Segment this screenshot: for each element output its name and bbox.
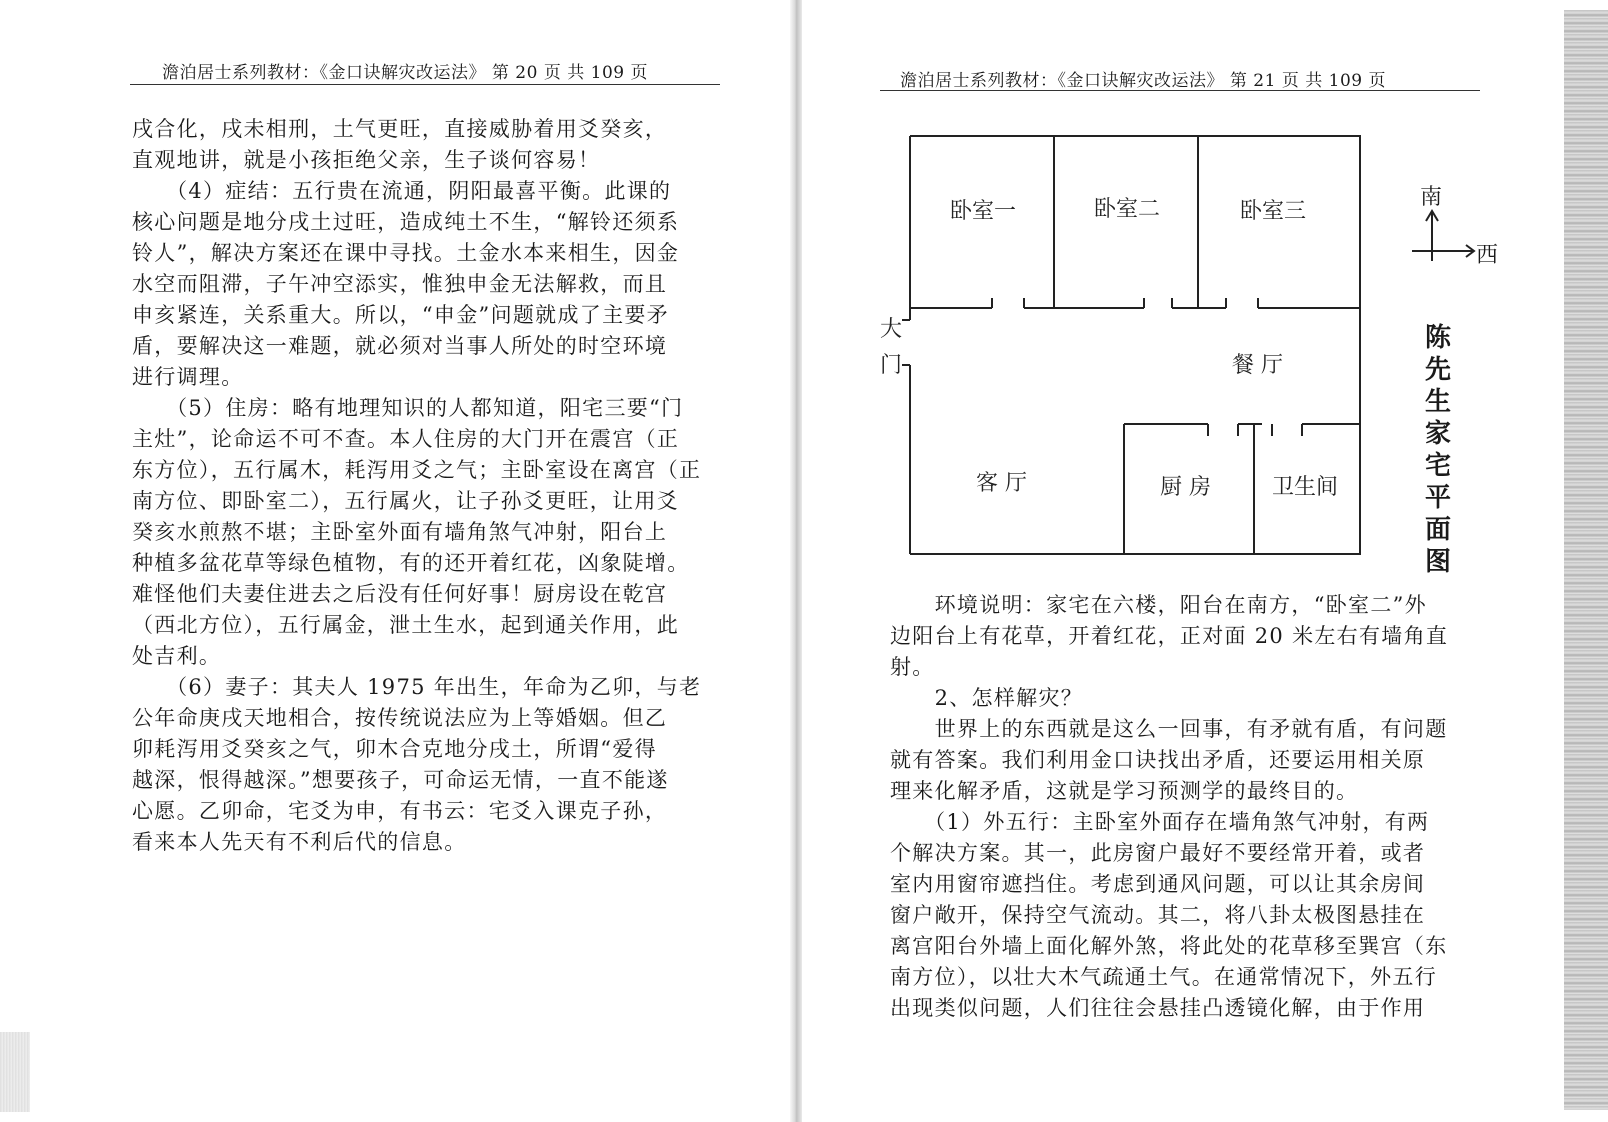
text-line: 东方位），五行属木，耗泻用爻之气；主卧室设在离宫（正 [132,458,702,482]
text-line: 盾，要解决这一难题，就必须对当事人所处的时空环境 [132,334,668,358]
right-page-body [890,590,1490,1024]
room-label-bedroom2: 卧室二 [1094,197,1161,222]
scan-edge-right [1564,10,1608,1110]
room-label-bathroom: 卫生间 [1272,475,1339,500]
room-label-kitchen: 厨 房 [1160,475,1211,500]
text-line: 进行调理。 [132,365,244,389]
text-line: 直观地讲，就是小孩拒绝父亲，生子谈何容易！ [132,148,601,172]
text-line: 核心问题是地分戌土过旺，造成纯土不生，“解铃还须系 [132,210,680,234]
compass-west-label: 西 [1476,243,1499,268]
text-line: 处吉利。 [132,644,222,668]
text-line: 难怪他们夫妻住进去之后没有任何好事！厨房设在乾宫 [132,582,668,606]
text-line: （1）外五行：主卧室外面存在墙角煞气冲射，有两 [890,810,1430,834]
text-line: 南方位），以壮大木气疏通土气。在通常情况下，外五行 [890,965,1437,989]
door-label-bottom: 门 [880,353,903,378]
floor-plan-caption: 陈先生家宅平面图 [1424,323,1451,577]
text-line: 离宫阳台外墙上面化解外煞，将此处的花草移至巽宫（东 [890,934,1448,958]
text-line: 出现类似问题，人们往往会悬挂凸透镜化解，由于作用 [890,996,1426,1020]
text-line: 卯耗泻用爻癸亥之气，卯木合克地分戌土，所谓“爱得 [132,737,657,761]
text-line: 世界上的东西就是这么一回事，有矛就有盾，有问题 [890,717,1448,741]
text-line: 公年命庚戌天地相合，按传统说法应为上等婚姻。但乙 [132,706,668,730]
text-line: 个解决方案。其一，此房窗户最好不要经常开着，或者 [890,841,1426,865]
left-page-body [132,114,732,858]
left-header-rule [130,84,720,85]
floor-plan-diagram [880,130,1400,570]
room-label-living: 客 厅 [976,471,1027,496]
room-label-bedroom3: 卧室三 [1240,199,1307,224]
text-line: 南方位、即卧室二），五行属火，让子孙爻更旺，让用爻 [132,489,679,513]
text-line: 射。 [890,655,935,679]
text-line: （5）住房：略有地理知识的人都知道，阳宅三要“门 [132,396,684,420]
text-line: 就有答案。我们利用金口诀找出矛盾，还要运用相关原 [890,748,1426,772]
text-line: 申亥紧连，关系重大。所以，“申金”问题就成了主要矛 [132,303,669,327]
text-line: （4）症结：五行贵在流通，阴阳最喜平衡。此课的 [132,179,672,203]
text-line: 环境说明：家宅在六楼，阳台在南方，“卧室二”外 [890,593,1427,617]
text-line: （6）妻子：其夫人 1975 年出生，年命为乙卯，与老 [132,675,702,699]
text-line: 水空而阻滞，子午冲空添实，惟独申金无法解救，而且 [132,272,668,296]
text-line: 窗户敞开，保持空气流动。其二，将八卦太极图悬挂在 [890,903,1426,927]
compass-south-label: 南 [1420,185,1443,210]
text-line: 铃人”，解决方案还在课中寻找。土金水本来相生，因金 [132,241,680,265]
left-page-header: 澹泊居士系列教材：《金口诀解灾改运法》 第 20 页 共 109 页 [162,63,649,83]
text-line: 癸亥水煎熬不堪；主卧室外面有墙角煞气冲射，阳台上 [132,520,668,544]
text-line: 边阳台上有花草，开着红花，正对面 20 米左右有墙角直 [890,624,1449,648]
text-line: 理来化解矛盾，这就是学习预测学的最终目的。 [890,779,1359,803]
text-line: 2、怎样解灾？ [890,686,1084,710]
scan-edge-left [0,1032,30,1112]
text-line: （西北方位），五行属金，泄土生水，起到通关作用，此 [132,613,679,637]
text-line: 心愿。乙卯命，宅爻为申，有书云：宅爻入课克子孙， [132,799,668,823]
right-page-header: 澹泊居士系列教材：《金口诀解灾改运法》 第 21 页 共 109 页 [900,71,1387,91]
right-header-rule [880,90,1480,91]
text-line: 越深，恨得越深。”想要孩子，可命运无情，一直不能遂 [132,768,669,792]
text-line: 室内用窗帘遮挡住。考虑到通风问题，可以让其余房间 [890,872,1426,896]
compass-arrow-icon [1408,205,1478,265]
text-line: 看来本人先天有不利后代的信息。 [132,830,467,854]
text-line: 种植多盆花草等绿色植物，有的还开着红花，凶象陡增。 [132,551,690,575]
page-gutter-shadow [790,0,802,1122]
door-label-top: 大 [880,317,903,342]
text-line: 戌合化，戌未相刑，土气更旺，直接威胁着用爻癸亥， [132,117,668,141]
room-label-dining: 餐 厅 [1232,353,1283,378]
room-label-bedroom1: 卧室一 [950,199,1017,224]
text-line: 主灶”，论命运不可不查。本人住房的大门开在震宫（正 [132,427,680,451]
